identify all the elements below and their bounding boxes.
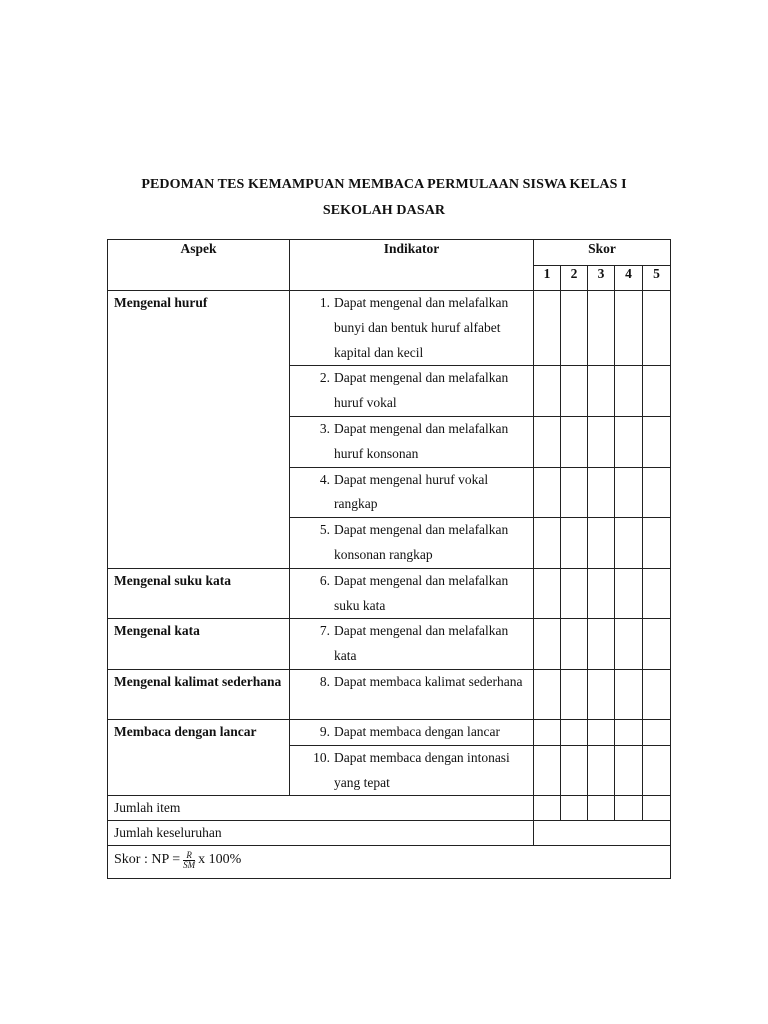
score-cell[interactable]: [643, 467, 671, 518]
score-cell[interactable]: [615, 467, 643, 518]
header-indikator: Indikator: [290, 240, 534, 291]
score-cell[interactable]: [534, 796, 561, 821]
indicator-number: 9.: [319, 723, 330, 739]
indicator-cell: [290, 619, 534, 670]
assessment-table: [107, 239, 671, 879]
table-row: [108, 669, 671, 719]
score-cell[interactable]: [615, 416, 643, 467]
score-cell[interactable]: [588, 467, 615, 518]
indicator-text: Dapat membaca dengan lancar: [334, 723, 501, 739]
indicator-number: 1.: [319, 295, 330, 310]
table-row: [108, 719, 671, 745]
score-cell[interactable]: [643, 568, 671, 619]
indicator-cell: [290, 518, 534, 569]
formula-suffix: x 100%: [198, 852, 242, 868]
indicator-cell: [290, 719, 534, 745]
score-cell[interactable]: [643, 719, 671, 745]
score-cell[interactable]: [561, 518, 588, 569]
score-cell[interactable]: [643, 669, 671, 719]
score-cell[interactable]: [588, 669, 615, 719]
indicator-text: Dapat membaca dengan intonasi yang tepat: [334, 749, 510, 790]
indicator-cell: [290, 568, 534, 619]
score-col-3: 3: [588, 266, 615, 291]
score-col-2: 2: [561, 266, 588, 291]
score-cell[interactable]: [643, 796, 671, 821]
indicator-number: 2.: [319, 370, 330, 386]
score-cell[interactable]: [615, 796, 643, 821]
score-col-5: 5: [643, 266, 671, 291]
score-cell[interactable]: [561, 619, 588, 670]
indicator-text: Dapat mengenal dan melafalkan huruf vokal: [334, 370, 509, 411]
header-skor: Skor: [534, 240, 671, 266]
header-aspek: Aspek: [108, 240, 290, 291]
grand-total-row: [108, 821, 671, 846]
indicator-number: 3.: [319, 420, 330, 436]
score-cell[interactable]: [588, 619, 615, 670]
score-col-4: 4: [615, 266, 643, 291]
table-header-row: [108, 240, 671, 266]
score-cell[interactable]: [561, 719, 588, 745]
indicator-text: Dapat mengenal huruf vokal rangkap: [334, 471, 489, 512]
score-cell[interactable]: [561, 745, 588, 796]
grand-total-value-cell[interactable]: [534, 821, 671, 846]
score-formula: [108, 846, 671, 879]
score-cell[interactable]: [643, 518, 671, 569]
indicator-cell: [290, 669, 534, 719]
score-cell[interactable]: [588, 745, 615, 796]
indicator-cell: [290, 291, 534, 366]
score-cell[interactable]: [615, 291, 643, 366]
score-cell[interactable]: [534, 669, 561, 719]
score-cell[interactable]: [561, 568, 588, 619]
score-cell[interactable]: [588, 568, 615, 619]
score-cell[interactable]: [615, 745, 643, 796]
score-cell[interactable]: [643, 416, 671, 467]
score-cell[interactable]: [615, 518, 643, 569]
document-title-line-1: PEDOMAN TES KEMAMPUAN MEMBACA PERMULAAN SISWA KELAS I: [141, 177, 627, 192]
score-cell[interactable]: [643, 366, 671, 417]
indicator-text: Dapat mengenal dan melafalkan konsonan rangkap: [334, 522, 509, 562]
score-col-1: 1: [534, 266, 561, 291]
indicator-cell: [290, 416, 534, 467]
score-cell[interactable]: [615, 669, 643, 719]
table-row: [108, 568, 671, 619]
score-cell[interactable]: [534, 467, 561, 518]
score-cell[interactable]: [615, 719, 643, 745]
indicator-number: 10.: [313, 749, 330, 765]
indicator-text: Dapat mengenal dan melafalkan kata: [334, 623, 509, 664]
score-cell[interactable]: [615, 568, 643, 619]
aspect-cell: Mengenal suku kata: [108, 568, 290, 619]
score-cell[interactable]: [561, 366, 588, 417]
score-cell[interactable]: [643, 291, 671, 366]
document-title-line-2: SEKOLAH DASAR: [322, 203, 446, 218]
total-items-row: [108, 796, 671, 821]
aspect-cell: Mengenal kalimat sederhana: [108, 669, 290, 719]
formula-prefix: Skor : NP =: [114, 852, 181, 868]
score-cell[interactable]: [534, 619, 561, 670]
indicator-number: 7.: [319, 623, 330, 639]
indicator-text: Dapat mengenal dan melafalkan bunyi dan bentuk huruf alfabet kapital dan kecil: [334, 295, 509, 360]
score-cell[interactable]: [561, 467, 588, 518]
score-cell[interactable]: [588, 416, 615, 467]
score-cell[interactable]: [561, 796, 588, 821]
score-cell[interactable]: [534, 366, 561, 417]
score-cell[interactable]: [561, 291, 588, 366]
grand-total-label: Jumlah keseluruhan: [108, 821, 534, 846]
score-cell[interactable]: [588, 719, 615, 745]
indicator-cell: [290, 467, 534, 518]
score-cell[interactable]: [615, 366, 643, 417]
score-cell[interactable]: [588, 796, 615, 821]
indicator-text: Dapat mengenal dan melafalkan suku kata: [334, 572, 509, 613]
indicator-number: 8.: [319, 673, 330, 689]
fraction-numerator: R: [183, 851, 195, 861]
score-cell[interactable]: [534, 291, 561, 366]
score-cell[interactable]: [534, 568, 561, 619]
total-items-label: Jumlah item: [108, 796, 534, 821]
indicator-cell: [290, 366, 534, 417]
indicator-number: 5.: [319, 522, 330, 538]
indicator-text: Dapat mengenal dan melafalkan huruf konsonan: [334, 420, 509, 461]
score-cell[interactable]: [534, 745, 561, 796]
indicator-number: 4.: [319, 471, 330, 487]
indicator-text: Dapat membaca kalimat sederhana: [334, 673, 523, 689]
score-cell[interactable]: [561, 669, 588, 719]
score-cell[interactable]: [615, 619, 643, 670]
table-row: [108, 619, 671, 670]
aspect-cell: Mengenal huruf: [108, 291, 290, 569]
score-cell[interactable]: [643, 619, 671, 670]
score-cell[interactable]: [588, 291, 615, 366]
indicator-number: 6.: [319, 572, 330, 588]
score-cell[interactable]: [561, 416, 588, 467]
aspect-cell: Mengenal kata: [108, 619, 290, 670]
score-cell[interactable]: [534, 719, 561, 745]
aspect-cell: Membaca dengan lancar: [108, 719, 290, 795]
score-cell[interactable]: [588, 366, 615, 417]
fraction-denominator: SM: [183, 859, 196, 870]
formula-fraction: [183, 851, 195, 870]
indicator-cell: [290, 745, 534, 796]
table-row: [108, 291, 671, 366]
score-cell[interactable]: [643, 745, 671, 796]
score-cell[interactable]: [588, 518, 615, 569]
score-formula-row: [108, 846, 671, 879]
score-cell[interactable]: [534, 518, 561, 569]
score-cell[interactable]: [534, 416, 561, 467]
